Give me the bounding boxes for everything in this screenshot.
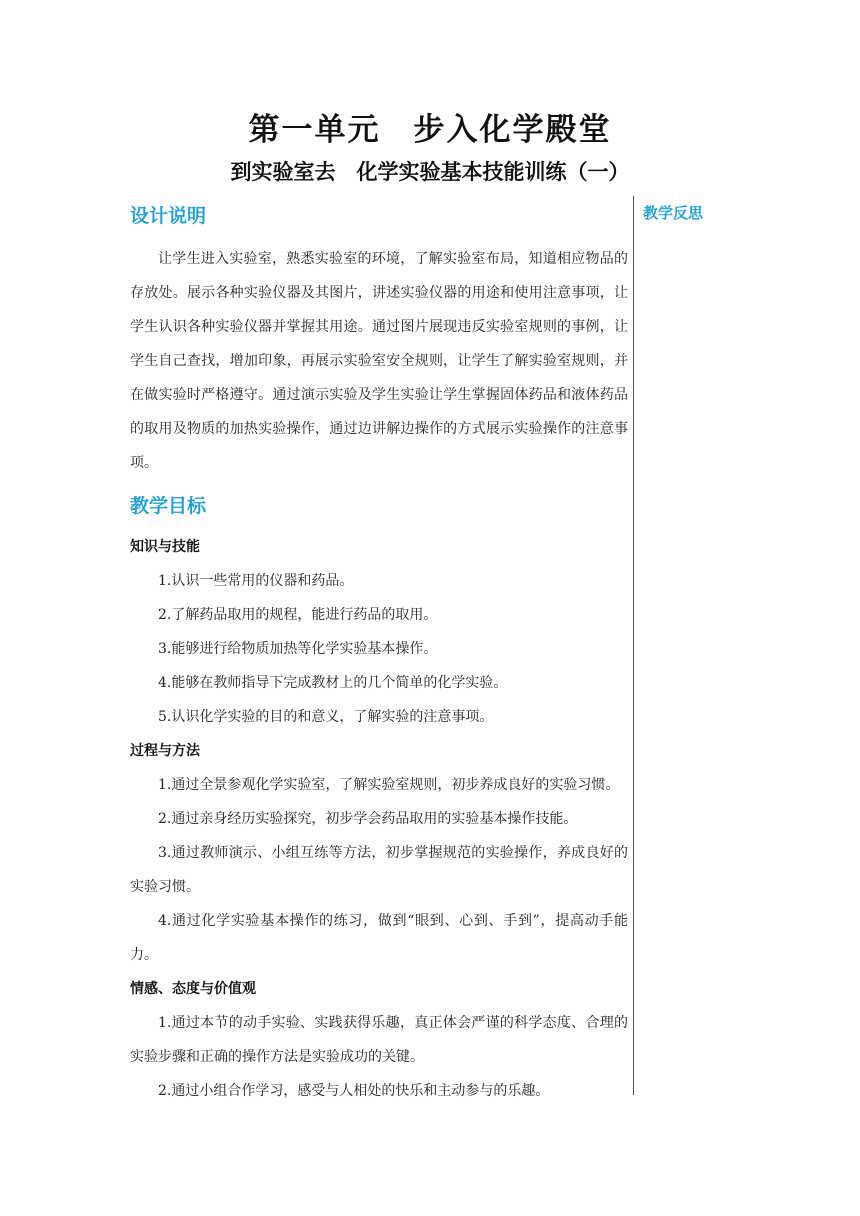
page-title: 第一单元 步入化学殿堂 — [248, 112, 612, 148]
design-paragraph: 让学生进入实验室，熟悉实验室的环境，了解实验室布局，知道相应物品的存放处。展示各种实验仪器及其图片，讲述实验仪器的用途和使用注意事项，让学生认识各种实验仪器并掌握其用途。通过图片展现违反实验室规则的事例，让学生自己查找，增加印象，再展示实验室安全规则，让学生了解实验室规则，并在做实验时严格遵守。通过演示实验及学生实验让学生掌握固体药品和液体药品的取用及物质的加热实验操作，通过边讲解边操作的方式展示实验操作的注意事项。 — [130, 251, 628, 471]
list-item: 4.能够在教师指导下完成教材上的几个简单的化学实验。 — [158, 675, 508, 691]
list-item: 4.通过化学实验基本操作的练习，做到“眼到、心到、手到”，提高动手能力。 — [130, 913, 628, 963]
list-item: 3.能够进行给物质加热等化学实验基本操作。 — [158, 641, 438, 657]
process-heading: 过程与方法 — [130, 743, 200, 759]
list-item: 3.通过教师演示、小组互练等方法，初步掌握规范的实验操作，养成良好的实验习惯。 — [130, 845, 628, 895]
list-item: 1.通过全景参观化学实验室，了解实验室规则，初步养成良好的实验习惯。 — [158, 777, 620, 793]
main-column — [130, 196, 628, 1108]
list-item: 2.了解药品取用的规程，能进行药品的取用。 — [158, 607, 438, 623]
knowledge-heading: 知识与技能 — [130, 539, 200, 555]
list-item: 2.通过亲身经历实验探究，初步学会药品取用的实验基本操作技能。 — [158, 811, 578, 827]
design-heading: 设计说明 — [130, 205, 207, 227]
list-item: 1.认识一些常用的仪器和药品。 — [158, 573, 354, 589]
page-subtitle: 到实验室去 化学实验基本技能训练（一） — [230, 160, 630, 184]
list-item: 1.通过本节的动手实验、实践获得乐趣，真正体会严谨的科学态度、合理的实验步骤和正确的操作方法是实验成功的关键。 — [130, 1015, 628, 1065]
reflection-heading: 教学反思 — [643, 204, 704, 222]
list-item: 5.认识化学实验的目的和意义，了解实验的注意事项。 — [158, 709, 494, 725]
list-item: 2.通过小组合作学习，感受与人相处的快乐和主动参与的乐趣。 — [158, 1083, 550, 1099]
emotion-heading: 情感、态度与价值观 — [130, 981, 256, 997]
column-divider — [633, 196, 634, 1095]
goals-heading: 教学目标 — [130, 495, 207, 517]
